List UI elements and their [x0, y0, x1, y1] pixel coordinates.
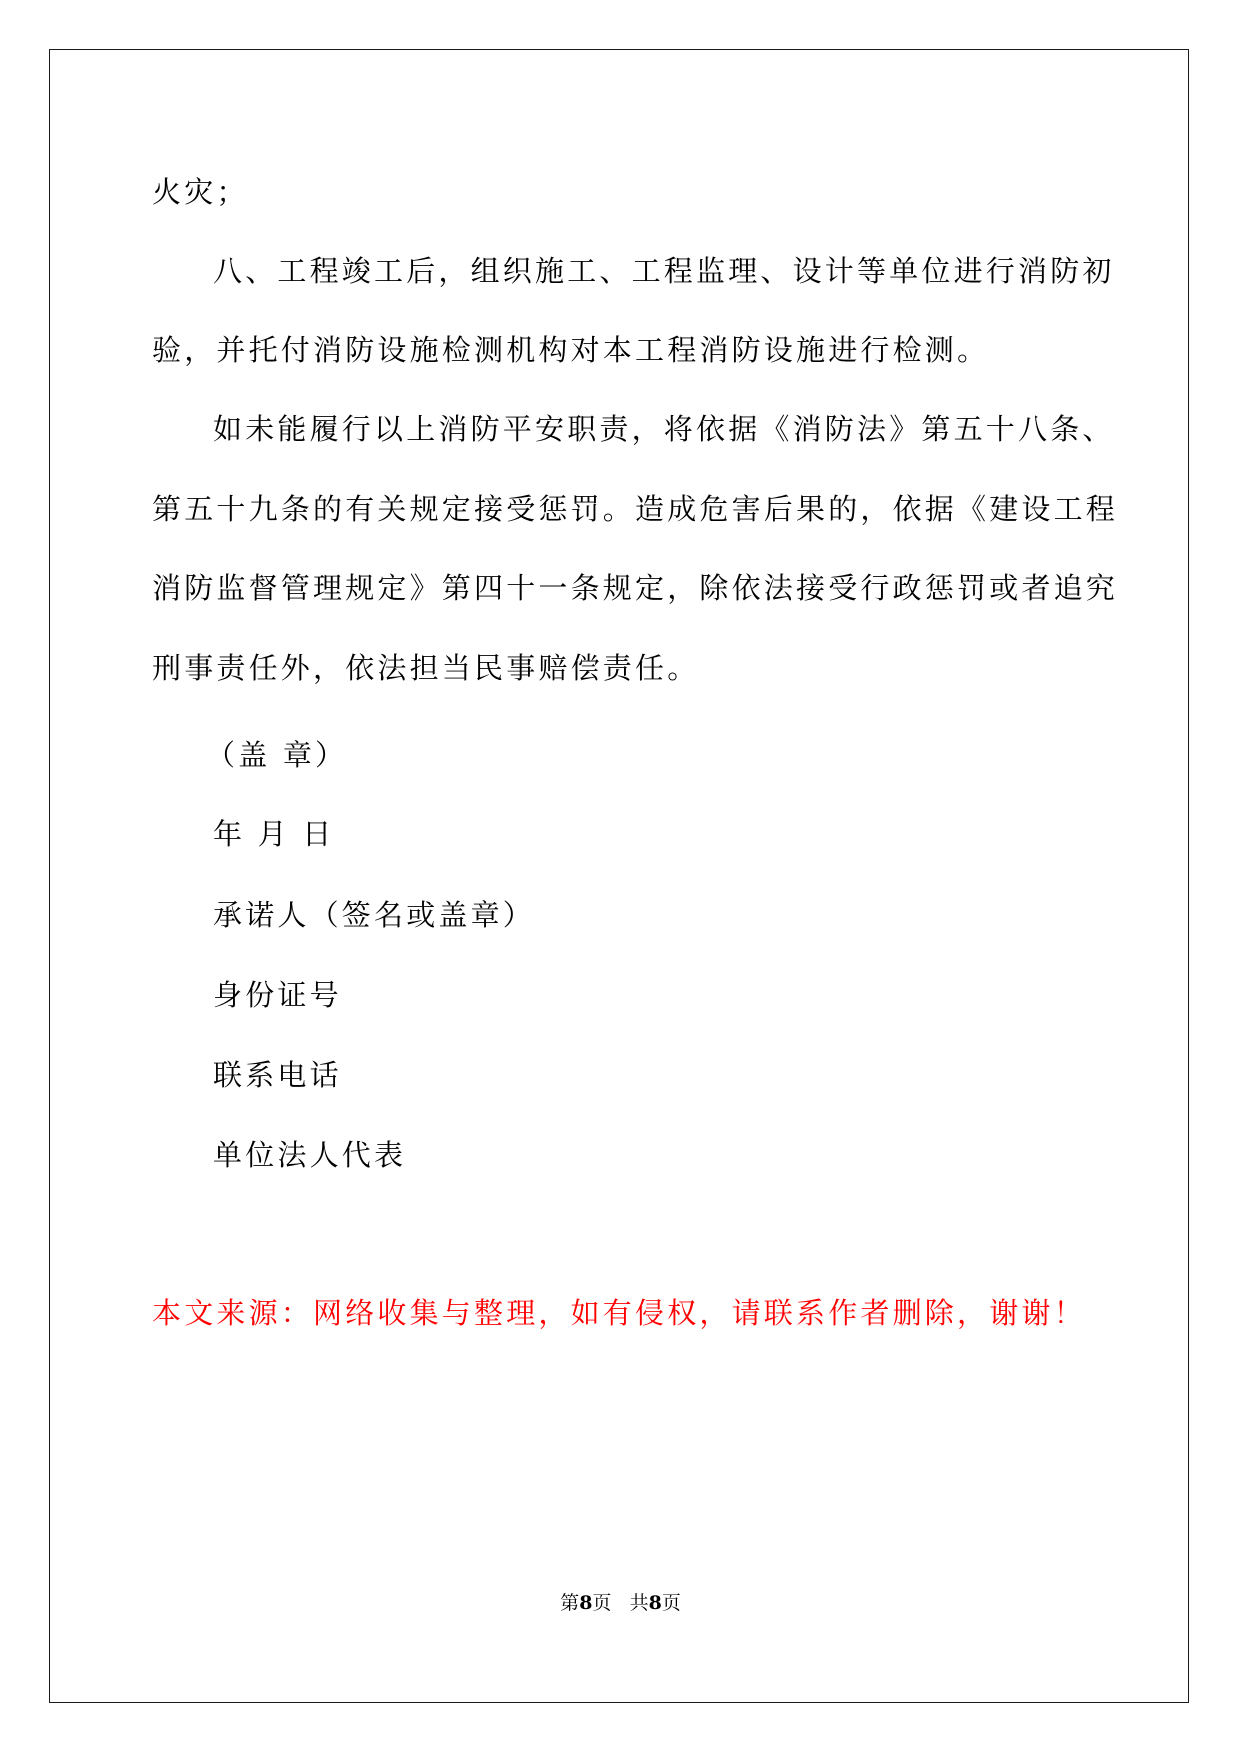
id-number-line: 身份证号 [213, 978, 342, 1012]
paragraph-line-5: 第五十九条的有关规定接受惩罚。造成危害后果的，依据《建设工程 [152, 492, 1119, 526]
promiser-signature-line: 承诺人（签名或盖章） [213, 898, 536, 932]
page-number-footer [0, 1591, 1241, 1615]
paragraph-line-7: 刑事责任外，依法担当民事赔偿责任。 [152, 651, 700, 685]
paragraph-line-4: 如未能履行以上消防平安职责，将依据《消防法》第五十八条、 [213, 412, 1115, 446]
page-border [49, 49, 1189, 1703]
footer-total-prefix: 共 [629, 1592, 649, 1614]
paragraph-line-2: 八、工程竣工后，组织施工、工程监理、设计等单位进行消防初 [213, 254, 1115, 288]
paragraph-line-1: 火灾； [152, 175, 249, 209]
footer-total-pages: 8 [648, 1592, 662, 1614]
footer-prefix: 第 [560, 1592, 580, 1614]
paragraph-line-3: 验，并托付消防设施检测机构对本工程消防设施进行检测。 [152, 333, 990, 367]
source-note: 本文来源：网络收集与整理，如有侵权，请联系作者删除，谢谢！ [152, 1296, 1086, 1330]
date-line: 年 月 日 [213, 817, 335, 851]
footer-page-word: 页 [592, 1592, 612, 1614]
footer-total-suffix: 页 [661, 1592, 681, 1614]
seal-line: （盖 章） [206, 738, 348, 772]
footer-current-page: 8 [579, 1592, 593, 1614]
phone-line: 联系电话 [213, 1058, 342, 1092]
paragraph-line-6: 消防监督管理规定》第四十一条规定，除依法接受行政惩罚或者追究 [152, 571, 1119, 605]
legal-representative-line: 单位法人代表 [213, 1138, 407, 1172]
